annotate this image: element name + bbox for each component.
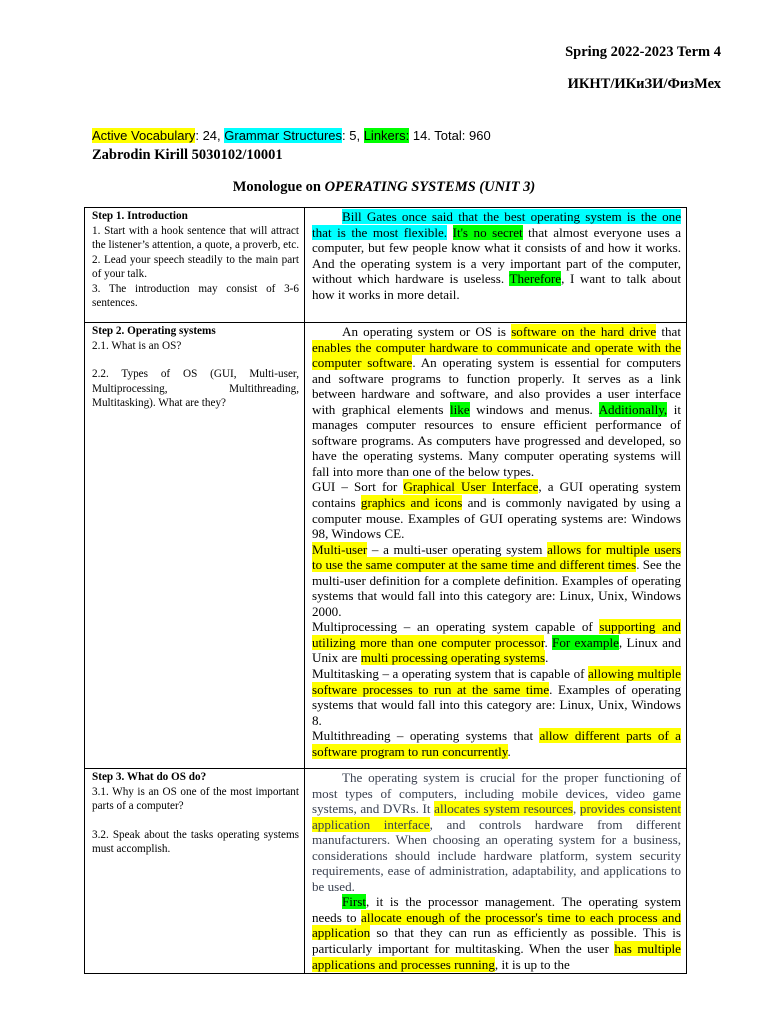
step1-instruction-1: 1. Start with a hook sentence that will attract the listener’s attention, a quote, a proverb, etc. xyxy=(92,224,300,251)
term-heading: Spring 2022-2023 Term 4 xyxy=(565,44,721,60)
student-name: Zabrodin Kirill 5030102/10001 xyxy=(92,147,283,163)
step1-text xyxy=(305,208,687,323)
title-prefix: Monologue on xyxy=(232,179,325,195)
text-run: , it is the processor management. The operating system needs to xyxy=(312,894,681,925)
linkers-label: Linkers: xyxy=(363,128,410,143)
text-run: . xyxy=(507,743,511,759)
vocab-highlight: allocates system resources xyxy=(434,801,573,817)
vocab-highlight: graphics and icons xyxy=(360,495,463,511)
text-run: and is commonly navigated by using a computer mouse. Examples of GUI operating systems are: Windows 98, Windows CE. xyxy=(312,495,681,542)
step2-row xyxy=(85,323,687,769)
title-topic: OPERATING SYSTEMS (UNIT 3) xyxy=(324,179,536,195)
step1-heading: Step 1. Introduction xyxy=(92,210,188,222)
step1-row xyxy=(85,208,687,323)
step2-heading: Step 2. Operating systems xyxy=(92,325,216,337)
text-run: that almost everyone uses a computer, but few people know what it consists of and how it works. And the operating system is a very important part of the computer, without which hardware is useless. xyxy=(312,224,682,287)
vocab-highlight: allocate enough of the processor's time to each process and application xyxy=(312,909,681,941)
text-run: Multiprocessing – an operating system capable of xyxy=(312,619,600,635)
gates-quote: Bill Gates once said that the best operating system is the one that is the most flexible. xyxy=(312,209,681,240)
text-run: that xyxy=(656,324,681,339)
linker-highlight: It's no secret xyxy=(452,224,523,240)
multiuser-paragraph xyxy=(312,542,681,620)
step3-heading: Step 3. What do OS do? xyxy=(92,771,207,783)
text-run xyxy=(447,225,453,240)
text-run: . Examples of operating systems that would fall into this category are: Linux, Unix, Windows 8. xyxy=(312,681,681,728)
monologue-table xyxy=(84,207,687,974)
text-run: . An operating system is essential for computers and software programs to function properly. It serves as a link between hardware and software, and also provides a user interface with graphical elements xyxy=(312,355,681,417)
linker-highlight: Additionally, xyxy=(598,401,668,417)
step1-instruction-3: 3. The introduction may consist of 3-6 sentences. xyxy=(92,282,299,309)
multitasking-paragraph xyxy=(312,666,681,728)
text-run: , and controls hardware from different manufacturers. When choosing an operating system for a business, considerations should include hardware platform, system security requirements, ease of administration, adaptability, and applications to be used. xyxy=(312,816,681,894)
text-run: Multithreading – operating systems that xyxy=(312,728,540,744)
step2-instructions xyxy=(85,323,305,769)
multithreading-paragraph xyxy=(312,728,681,759)
vocab-highlight: enables the computer hardware to communicate and operate with the computer software xyxy=(312,339,681,371)
text-run: , it is up to the xyxy=(494,956,570,972)
step1-instruction-2: 2. Lead your speech steadily to the main part of your talk. xyxy=(92,253,299,280)
grammar-value: : 5, xyxy=(342,128,364,143)
step2-instruction-1: 2.1. What is an OS? xyxy=(92,339,182,352)
step1-instructions xyxy=(85,208,305,323)
vocab-label: Active Vocabulary xyxy=(92,128,196,143)
text-run: so that they can run as efficiently as possible. This is particularly important for multitasking. When the user xyxy=(312,925,681,957)
vocab-highlight: allowing multiple software processes to run at the same time xyxy=(312,666,681,697)
step2-instruction-2: 2.2. Types of OS (GUI, Multi-user, Multiprocessing, Multithreading, Multitasking). What are they? xyxy=(92,368,299,409)
processor-management-paragraph xyxy=(312,894,681,972)
page-title xyxy=(0,179,768,196)
text-run: An operating system or OS is xyxy=(342,324,512,339)
text-run: windows and menus. xyxy=(469,401,599,417)
grammar-label: Grammar Structures xyxy=(224,128,343,143)
text-run: , I want to talk about how it works in more detail. xyxy=(312,271,681,302)
text-run: , Linux and Unix are xyxy=(312,634,681,666)
vocab-highlight: has multiple applications and processes running xyxy=(312,941,681,972)
vocabulary-stats xyxy=(92,128,491,143)
os-role-paragraph xyxy=(312,770,681,894)
vocab-highlight: allows for multiple users to use the same computer at the same time and different times xyxy=(312,541,682,573)
text-run: . See the multi-user definition for a complete definition. Examples of operating systems that would fall into this category are: Linux, Unix, Windows 2000. xyxy=(312,557,681,619)
vocab-highlight: allow different parts of a software program to run concurrently xyxy=(312,728,681,759)
institute-heading: ИКНТ/ИКиЗИ/ФизМех xyxy=(567,76,721,92)
vocab-highlight: Graphical User Interface xyxy=(403,479,539,495)
text-run: , a GUI operating system contains xyxy=(312,479,681,511)
step3-instructions xyxy=(85,769,305,974)
vocab-highlight: provides consistent application interface xyxy=(312,801,681,832)
vocab-highlight: Multi-user xyxy=(312,541,368,557)
vocab-highlight: software on the hard drive xyxy=(511,324,657,339)
text-run: . xyxy=(544,634,553,650)
step3-row xyxy=(85,769,687,974)
step3-instruction-1: 3.1. Why is an OS one of the most important parts of a computer? xyxy=(92,785,299,812)
text-run: GUI – Sort for xyxy=(312,479,404,495)
text-run: Multitasking – a operating system that is capable of xyxy=(312,666,588,682)
text-run: – a multi-user operating system xyxy=(367,541,548,557)
step2-text xyxy=(305,323,687,769)
linker-highlight: First xyxy=(342,894,367,910)
text-run: , xyxy=(573,801,580,817)
os-definition-paragraph xyxy=(312,324,681,479)
step3-instruction-2: 3.2. Speak about the tasks operating systems must accomplish. xyxy=(92,828,299,855)
vocab-highlight: multi processing operating systems xyxy=(360,650,546,666)
linkers-value: 14. Total: 960 xyxy=(409,128,491,143)
step3-text xyxy=(305,769,687,974)
text-run: The operating system is crucial for the proper functioning of most types of computers, including mobile devices, video game systems, and DVRs. It xyxy=(312,770,681,817)
multiprocessing-paragraph xyxy=(312,619,681,666)
vocab-highlight: supporting and utilizing more than one computer processor xyxy=(312,619,681,650)
text-run: it manages computer resources to ensure efficient performance of software programs. As computers have progressed and developed, so have the operating systems. Many computer operating systems will fall into more than one of the below types. xyxy=(312,401,681,479)
text-run: . xyxy=(545,650,549,666)
linker-highlight: Therefore xyxy=(509,271,562,287)
vocab-value: : 24, xyxy=(195,128,225,143)
linker-highlight: like xyxy=(450,401,470,417)
gui-paragraph xyxy=(312,479,681,541)
linker-highlight: For example xyxy=(552,634,619,650)
